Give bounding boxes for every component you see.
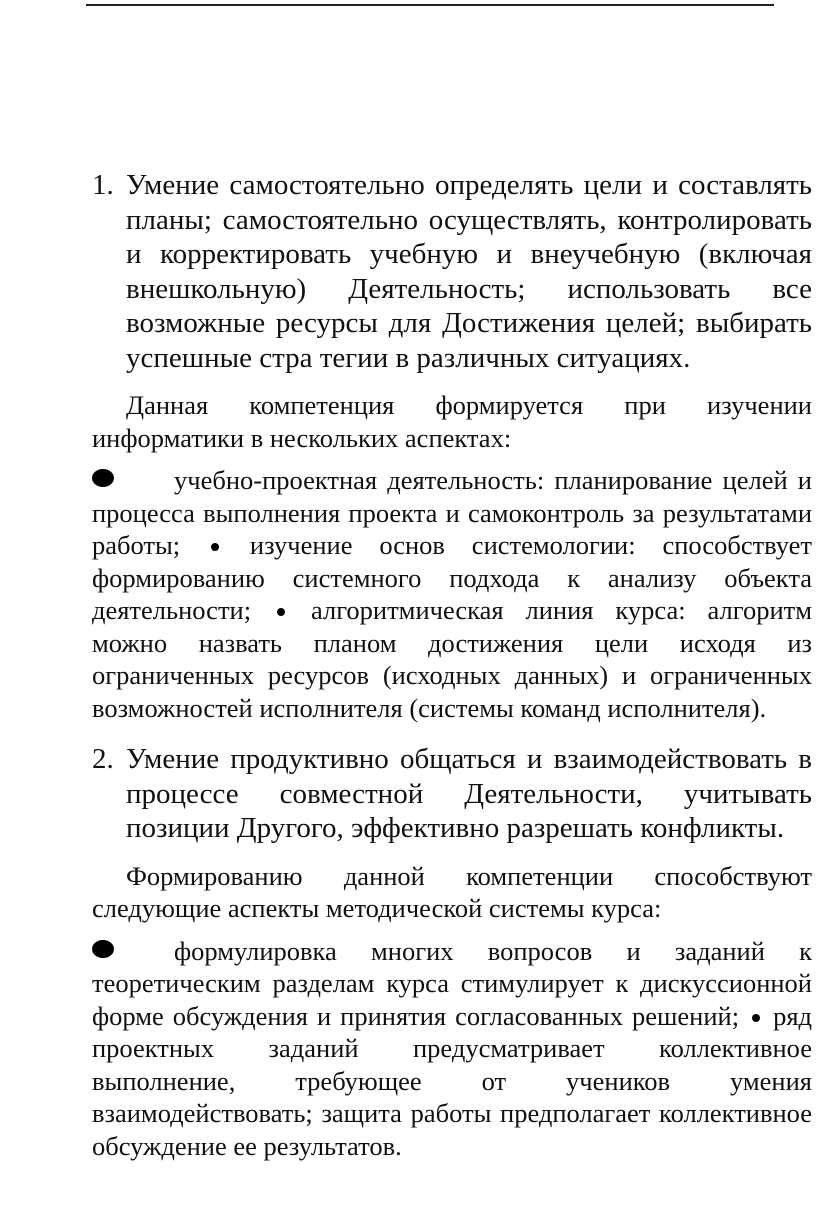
bullet-text: алгоритмическая линия курса: алгоритм можно назвать планом достижения цели исходя из ограниченных ресурсов (исходных данных) и ограниченных возможностей исполнителя (системы команд исполнителя). xyxy=(92,595,813,723)
numbered-item-1 xyxy=(92,168,812,375)
paragraph-intro: Формированию данной компетенции способствуют следующие аспекты методической системы курса: xyxy=(92,860,812,923)
bullet-text: изучение основ системологии: способствует формированию системного подхода к анализу объекта деятельности; xyxy=(92,530,813,625)
item-text: Умение самостоятельно определять цели и составлять планы; самостоятельно осуществлять, контролировать и корректировать учебную и внеучебную (включая внешкольную) Деятельность; использовать все возможные ресурсы для Достижения целей; выбирать успешные стра тегии в различных ситуациях. xyxy=(126,169,812,374)
bullet-icon xyxy=(92,940,114,958)
bullet-icon xyxy=(211,543,219,551)
item-text: Умение продуктивно общаться и взаимодействовать в процессе совместной Деятельности, учитывать позиции Другого, эффективно разрешать конфликты. xyxy=(126,743,812,844)
bullet-text: учебно-проектная деятельность: планирование целей и процесса выполнения проекта и самоконтроль за результатами работы; xyxy=(92,465,812,560)
item-number: 1. xyxy=(92,169,114,201)
paragraph-intro: Данная компетенция формируется при изучении информатики в нескольких аспектах: xyxy=(92,390,812,453)
bullet-icon xyxy=(752,1014,760,1022)
bullet-paragraph xyxy=(92,935,812,1163)
numbered-item-2 xyxy=(92,742,812,846)
bullet-text: ряд проектных заданий предусматривает коллективное выполнение, требующее от учеников умения взаимодействовать; защита работы предполагает коллективное обсуждение ее результатов. xyxy=(92,1000,813,1161)
bullet-text: формулировка многих вопросов и заданий к теоретическим разделам курса стимулирует к дискуссионной форме обсуждения и принятия согласованных решений; xyxy=(92,935,812,1031)
document-page xyxy=(92,168,812,1162)
top-rule xyxy=(86,4,774,6)
bullet-icon xyxy=(277,608,285,616)
bullet-icon xyxy=(92,469,114,487)
item-number: 2. xyxy=(92,743,114,775)
bullet-paragraph xyxy=(92,464,812,724)
